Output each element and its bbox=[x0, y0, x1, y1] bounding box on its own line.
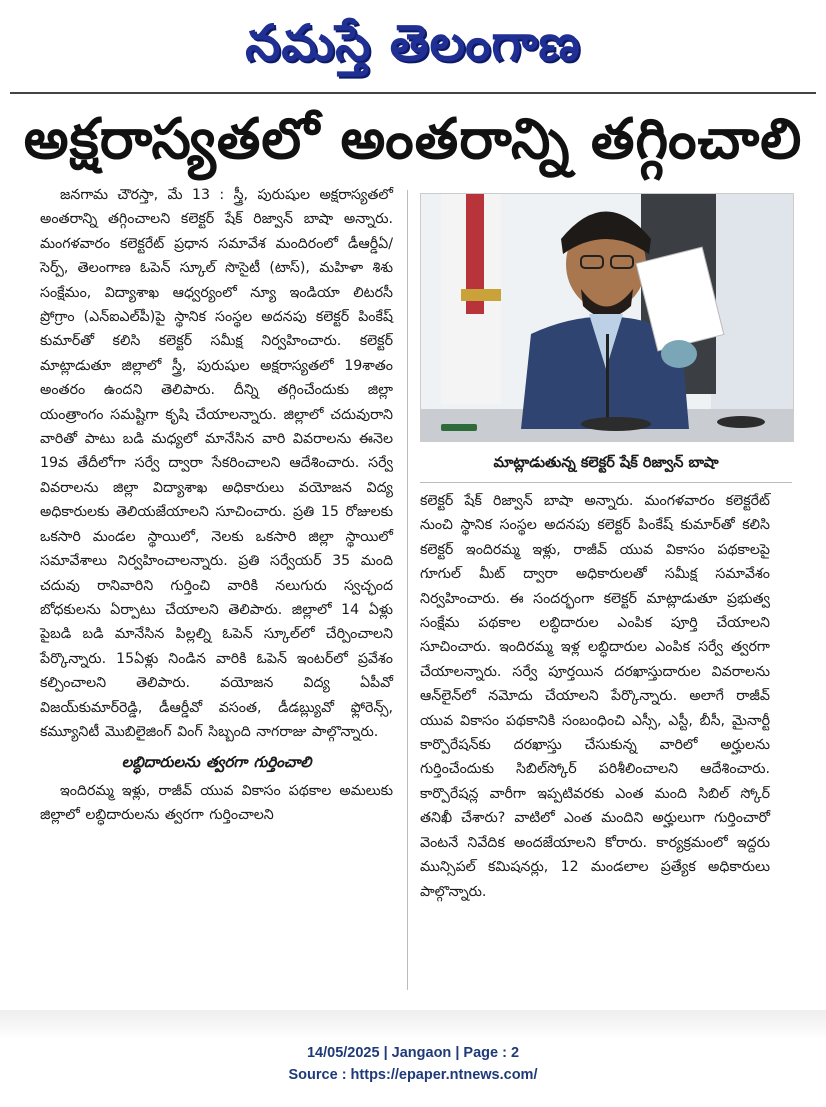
collector-photo bbox=[420, 193, 794, 442]
article-headline: అక్షరాస్యతలో అంతరాన్ని తగ్గించాలి bbox=[23, 107, 803, 172]
article-paragraph-2-continued: కలెక్టర్‌ షేక్‌ రిజ్వాన్‌ బాషా అన్నారు. మంగళవారం కలెక్టరేట్‌ నుంచి స్థానిక సంస్థల అదనపు కలెక్టర్‌ పింకేష్‌ కుమార్‌తో కలిసి కలెక్టర్‌ ఇందిరమ్మ ఇళ్లు, రాజీవ్‌ యువ వికాసం పథకాలపై గూగుల్‌ మీట్‌ ద్వారా అధికారులతో సమీక్ష సమావేశం నిర్వహించారు. ఈ సందర్భంగా కలెక్టర్‌ మాట్లాడుతూ ప్రభుత్వ సంక్షేమ పథకాల లబ్ధిదారుల ఎంపిక పూర్తి చేయాలని సూచించారు. ఇందిరమ్మ ఇళ్ల లబ్ధిదారుల ఎంపిక సర్వే త్వరగా చేయాలన్నారు. సర్వే పూర్తయిన దరఖాస్తుదారుల వివరాలను ఆన్‌లైన్‌లో నమోదు చేయాలని పేర్కొన్నారు. అలాగే రాజీవ్‌ యువ వికాసం పథకానికి సంబంధించి ఎస్సీ, ఎస్టీ, బీసీ, మైనార్టీ కార్పొరేషన్‌కు దరఖాస్తు చేసుకున్న వారిలో అర్హులను గుర్తించేందుకు సిబిల్‌స్కోర్‌ పరిశీలించాలని ఆదేశించారు. కార్పొరేషన్ల వారీగా ఇప్పటివరకు ఎంత మంది సిబిల్‌ స్కోర్‌ తనిఖీ చేశారు? వాటిలో ఎంత మందిని అర్హులుగా గుర్తించారో వెంటనే నివేదిక అందజేయాలని కోరారు. కార్యక్రమంలో ఇద్దరు మున్సిపల్‌ కమిషనర్లు, 12 మండలాల ప్రత్యేక అధికారులు పాల్గొన్నారు. bbox=[420, 493, 770, 900]
photo-caption: మాట్లాడుతున్న కలెక్టర్‌ షేక్‌ రిజ్వాన్‌ బాషా bbox=[420, 444, 792, 483]
article-paragraph-2-start: ఇందిరమ్మ ఇళ్లు, రాజీవ్‌ యువ వికాసం పథకాల అమలుకు జిల్లాలో లబ్ధిదారులను త్వరగా గుర్తించాలని bbox=[40, 782, 393, 824]
collector-photo-illustration bbox=[421, 194, 793, 441]
footer-source-link[interactable]: Source : https://epaper.ntnews.com/ bbox=[288, 1067, 538, 1083]
article-column-left bbox=[40, 183, 393, 828]
article-column-right bbox=[420, 489, 770, 904]
clipping-bottom-edge bbox=[0, 1010, 826, 1040]
footer-date-edition: 14/05/2025 | Jangaon | Page : 2 bbox=[306, 1045, 520, 1061]
column-divider bbox=[407, 190, 408, 990]
page-footer bbox=[0, 1042, 826, 1086]
article-paragraph-1: జనగామ చౌరస్తా, మే 13 : స్త్రీ, పురుషుల అక్షరాస్యతలో అంతరాన్ని తగ్గించాలని కలెక్టర్‌ షేక్‌ రిజ్వాన్‌ బాషా అన్నారు. మంగళవారం కలెక్టరేట్‌ ప్రధాన సమావేశ మందిరంలో డీఆర్డీఏ/సెర్ప్‌, తెలంగాణ ఓపెన్‌ స్కూల్‌ సొసైటీ (టాస్‌), మహిళా శిశు సంక్షేమం, విద్యాశాఖ ఆధ్వర్యంలో న్యూ ఇండియా లిటరసీ ప్రోగ్రాం (ఎన్‌ఐఎల్‌పీ)పై స్థానిక సంస్థల అదనపు కలెక్టర్‌ పింకేష్‌ కుమార్‌తో కలిసి కలెక్టర్‌ సమీక్ష నిర్వహించారు. కలెక్టర్‌ మాట్లాడుతూ జిల్లాలో స్త్రీ, పురుషుల అక్షరాస్యతలో 19శాతం అంతరం ఉందని తెలిపారు. దీన్ని తగ్గించేందుకు జిల్లా యంత్రాంగం సమష్టిగా కృషి చేయాలన్నారు. జిల్లాలో చదువురాని వారితో పాటు బడి మధ్యలో మానేసిన వారి వివరాలను ఈనెల 19వ తేదీలోగా సర్వే ద్వారా సేకరించాలని ఆదేశించారు. సర్వే వివరాలను జిల్లా విద్యాశాఖ అధికారులు వయోజన విద్య అధికారులకు తెలియజేయాలని సూచించారు. ప్రతి 15 రోజులకు ఒకసారి మండల స్థాయిలో, నెలకు ఒకసారి జిల్లా స్థాయిలో సమావేశాలు నిర్వహించాలన్నారు. ప్రతి సర్వేయర్‌ 35 మంది చదువు రానివారిని గుర్తించి వారికి నలుగురు స్వచ్ఛంద బోధకులను ఏర్పాటు చేయాలని తెలిపారు. జిల్లాలో 14 ఏళ్లు పైబడి బడి మానేసిన పిల్లల్ని ఓపెన్‌ స్కూల్‌లో చేర్పించాలని పేర్కొన్నారు. 15ఏళ్లు నిండిన వారికి ఓపెన్‌ ఇంటర్‌లో ప్రవేశం కల్పించాలని తెలిపారు. వయోజన విద్య ఏపీవో విజయ్‌కుమార్‌రెడ్డి, డీఆర్డీవో వసంత, డీడబ్ల్యువో ఫ్లోరెన్స్‌, కమ్యూనిటీ మొబిలైజింగ్‌ వింగ్‌ సిబ్బంది నాగరాజు పాల్గొన్నారు. bbox=[40, 187, 393, 740]
newspaper-masthead: నమస్తే తెలంగాణ bbox=[245, 14, 581, 72]
masthead-divider bbox=[10, 92, 816, 94]
article-subheading: లబ్ధిదారులను త్వరగా గుర్తించాలి bbox=[121, 753, 312, 772]
